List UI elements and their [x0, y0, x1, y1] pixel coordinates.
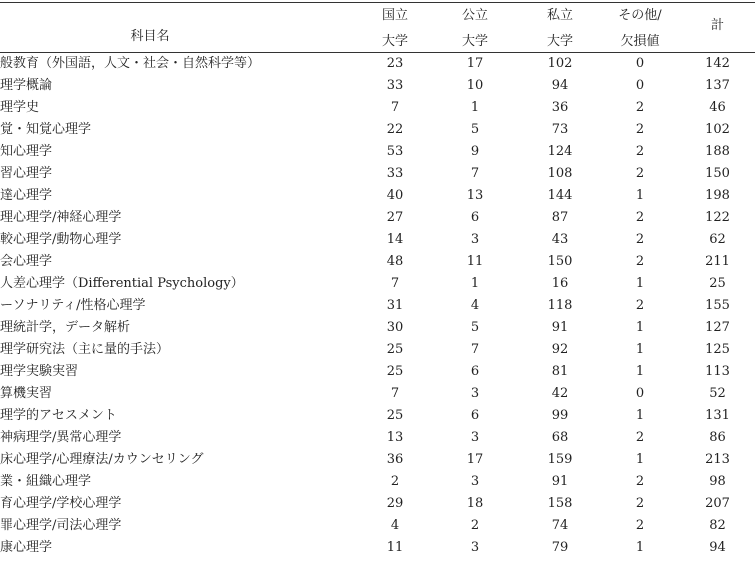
table-row	[0, 405, 755, 427]
table-row	[0, 493, 755, 515]
subject-name-cell: 理学史	[0, 100, 40, 115]
subject-name-cell: 育心理学/学校心理学	[0, 496, 122, 511]
subject-name-cell: 業・組織心理学	[0, 474, 92, 489]
private-count-cell: 108	[547, 166, 573, 181]
private-count-cell: 91	[551, 320, 569, 335]
table-row	[0, 229, 755, 251]
other-count-cell: 2	[635, 518, 645, 533]
private-count-cell: 102	[547, 56, 573, 71]
private-count-cell: 81	[551, 364, 569, 379]
total-count-cell: 142	[705, 56, 730, 71]
total-count-cell: 122	[705, 210, 730, 225]
private-count-cell: 79	[551, 540, 569, 555]
private-count-cell: 87	[551, 210, 569, 225]
table-row	[0, 75, 755, 97]
national-count-cell: 4	[390, 518, 400, 533]
private-count-cell: 68	[551, 430, 569, 445]
public-count-cell: 3	[470, 232, 480, 247]
public-count-cell: 17	[466, 452, 484, 467]
total-count-cell: 125	[705, 342, 730, 357]
table-row	[0, 537, 755, 559]
private-count-cell: 36	[551, 100, 569, 115]
national-count-cell: 13	[386, 430, 404, 445]
total-count-cell: 62	[709, 232, 726, 247]
private-count-cell: 159	[547, 452, 573, 467]
national-count-cell: 40	[386, 188, 404, 203]
public-count-cell: 13	[466, 188, 484, 203]
total-count-cell: 86	[709, 430, 726, 445]
subject-name-cell: 覚・知覚心理学	[0, 122, 92, 137]
total-count-cell: 102	[705, 122, 730, 137]
national-count-cell: 25	[386, 364, 404, 379]
public-count-cell: 9	[470, 144, 480, 159]
subject-name-cell: ーソナリティ/性格心理学	[0, 298, 146, 313]
subject-name-cell: 康心理学	[0, 540, 53, 555]
header-national-university	[370, 8, 420, 48]
subject-name-cell: 習心理学	[0, 166, 53, 181]
total-count-cell: 113	[705, 364, 730, 379]
header-public-university	[450, 8, 500, 48]
other-count-cell: 1	[635, 452, 645, 467]
total-count-cell: 213	[705, 452, 730, 467]
table-row	[0, 97, 755, 119]
other-count-cell: 1	[635, 540, 645, 555]
national-count-cell: 23	[386, 56, 404, 71]
other-count-cell: 1	[635, 364, 645, 379]
total-count-cell: 137	[705, 78, 730, 93]
header-other-line2: 欠損値	[620, 34, 660, 49]
other-count-cell: 2	[635, 210, 645, 225]
private-count-cell: 92	[551, 342, 569, 357]
national-count-cell: 25	[386, 342, 404, 357]
public-count-cell: 1	[470, 100, 480, 115]
private-count-cell: 150	[547, 254, 573, 269]
table-row	[0, 317, 755, 339]
table-row	[0, 251, 755, 273]
other-count-cell: 2	[635, 100, 645, 115]
table-row	[0, 449, 755, 471]
public-count-cell: 3	[470, 474, 480, 489]
national-count-cell: 31	[386, 298, 404, 313]
private-count-cell: 43	[551, 232, 569, 247]
subject-name-cell: 理学概論	[0, 78, 53, 93]
private-count-cell: 99	[551, 408, 569, 423]
header-private-line2: 大学	[546, 34, 573, 49]
private-count-cell: 94	[551, 78, 569, 93]
table-row	[0, 53, 755, 75]
table-row	[0, 427, 755, 449]
private-count-cell: 73	[551, 122, 569, 137]
national-count-cell: 27	[386, 210, 404, 225]
table-row	[0, 163, 755, 185]
header-total	[690, 18, 745, 34]
national-count-cell: 25	[386, 408, 404, 423]
other-count-cell: 2	[635, 254, 645, 269]
table-row	[0, 185, 755, 207]
subject-name-cell: 算機実習	[0, 386, 53, 401]
national-count-cell: 14	[386, 232, 404, 247]
other-count-cell: 2	[635, 496, 645, 511]
public-count-cell: 11	[466, 254, 484, 269]
public-count-cell: 1	[470, 276, 480, 291]
total-count-cell: 82	[709, 518, 726, 533]
other-count-cell: 0	[635, 78, 645, 93]
other-count-cell: 2	[635, 232, 645, 247]
header-total-label: 計	[710, 18, 724, 33]
public-count-cell: 7	[470, 166, 480, 181]
table-row	[0, 515, 755, 537]
other-count-cell: 1	[635, 408, 645, 423]
subject-name-cell: 理学的アセスメント	[0, 408, 117, 423]
total-count-cell: 25	[709, 276, 726, 291]
private-count-cell: 42	[551, 386, 569, 401]
national-count-cell: 33	[386, 166, 404, 181]
national-count-cell: 7	[390, 386, 400, 401]
private-count-cell: 16	[551, 276, 569, 291]
private-count-cell: 118	[547, 298, 573, 313]
header-public-line1: 公立	[461, 8, 488, 23]
public-count-cell: 6	[470, 408, 480, 423]
subject-name-cell: 知心理学	[0, 144, 53, 159]
subject-name-cell: 達心理学	[0, 188, 53, 203]
public-count-cell: 17	[466, 56, 484, 71]
private-count-cell: 74	[551, 518, 569, 533]
other-count-cell: 2	[635, 430, 645, 445]
national-count-cell: 22	[386, 122, 404, 137]
header-other-missing	[605, 8, 675, 48]
subject-name-cell: 理心理学/神経心理学	[0, 210, 122, 225]
subject-name-cell: 較心理学/動物心理学	[0, 232, 122, 247]
subject-name-cell: 理学研究法（主に量的手法）	[0, 342, 170, 357]
header-national-line1: 国立	[381, 8, 408, 23]
other-count-cell: 2	[635, 474, 645, 489]
table-top-rule	[0, 2, 755, 3]
table-row	[0, 339, 755, 361]
public-count-cell: 3	[470, 540, 480, 555]
table-row	[0, 141, 755, 163]
other-count-cell: 2	[635, 298, 645, 313]
table-row	[0, 295, 755, 317]
table-row	[0, 207, 755, 229]
total-count-cell: 207	[705, 496, 730, 511]
national-count-cell: 11	[386, 540, 404, 555]
subject-name-cell: 人差心理学（Differential Psychology）	[0, 276, 244, 291]
total-count-cell: 198	[705, 188, 730, 203]
total-count-cell: 131	[705, 408, 730, 423]
header-public-line2: 大学	[461, 34, 488, 49]
other-count-cell: 1	[635, 276, 645, 291]
national-count-cell: 48	[386, 254, 404, 269]
table-row	[0, 361, 755, 383]
total-count-cell: 188	[705, 144, 730, 159]
subject-name-cell: 理学実験実習	[0, 364, 79, 379]
public-count-cell: 3	[470, 386, 480, 401]
header-subject-label: 科目名	[130, 29, 170, 44]
other-count-cell: 2	[635, 144, 645, 159]
other-count-cell: 0	[635, 386, 645, 401]
national-count-cell: 2	[390, 474, 400, 489]
public-count-cell: 7	[470, 342, 480, 357]
national-count-cell: 30	[386, 320, 404, 335]
national-count-cell: 33	[386, 78, 404, 93]
national-count-cell: 53	[386, 144, 404, 159]
public-count-cell: 5	[470, 122, 480, 137]
national-count-cell: 7	[390, 276, 400, 291]
table-body	[0, 53, 755, 559]
public-count-cell: 3	[470, 430, 480, 445]
other-count-cell: 2	[635, 122, 645, 137]
public-count-cell: 4	[470, 298, 480, 313]
table-row	[0, 383, 755, 405]
national-count-cell: 7	[390, 100, 400, 115]
public-count-cell: 6	[470, 364, 480, 379]
public-count-cell: 18	[466, 496, 484, 511]
header-private-university	[535, 8, 585, 48]
public-count-cell: 2	[470, 518, 480, 533]
total-count-cell: 150	[705, 166, 730, 181]
public-count-cell: 10	[466, 78, 484, 93]
header-other-line1: その他/	[618, 8, 662, 23]
header-private-line1: 私立	[546, 8, 573, 23]
total-count-cell: 211	[705, 254, 730, 269]
other-count-cell: 1	[635, 342, 645, 357]
subject-name-cell: 理統計学，データ解析	[0, 320, 131, 335]
private-count-cell: 124	[547, 144, 573, 159]
table-row	[0, 119, 755, 141]
subject-name-cell: 神病理学/異常心理学	[0, 430, 122, 445]
table-row	[0, 273, 755, 295]
subject-name-cell: 般教育（外国語，人文・社会・自然科学等）	[0, 56, 261, 71]
total-count-cell: 98	[709, 474, 726, 489]
total-count-cell: 127	[705, 320, 730, 335]
other-count-cell: 0	[635, 56, 645, 71]
national-count-cell: 29	[386, 496, 404, 511]
subject-name-cell: 床心理学/心理療法/カウンセリング	[0, 452, 204, 467]
total-count-cell: 46	[709, 100, 726, 115]
private-count-cell: 144	[547, 188, 573, 203]
subject-name-cell: 会心理学	[0, 254, 53, 269]
private-count-cell: 158	[547, 496, 573, 511]
public-count-cell: 6	[470, 210, 480, 225]
private-count-cell: 91	[551, 474, 569, 489]
total-count-cell: 52	[709, 386, 726, 401]
other-count-cell: 1	[635, 188, 645, 203]
header-subject	[0, 29, 300, 45]
total-count-cell: 94	[709, 540, 726, 555]
public-count-cell: 5	[470, 320, 480, 335]
total-count-cell: 155	[705, 298, 730, 313]
other-count-cell: 2	[635, 166, 645, 181]
subject-name-cell: 罪心理学/司法心理学	[0, 518, 122, 533]
header-national-line2: 大学	[381, 34, 408, 49]
national-count-cell: 36	[386, 452, 404, 467]
table-row	[0, 471, 755, 493]
other-count-cell: 1	[635, 320, 645, 335]
